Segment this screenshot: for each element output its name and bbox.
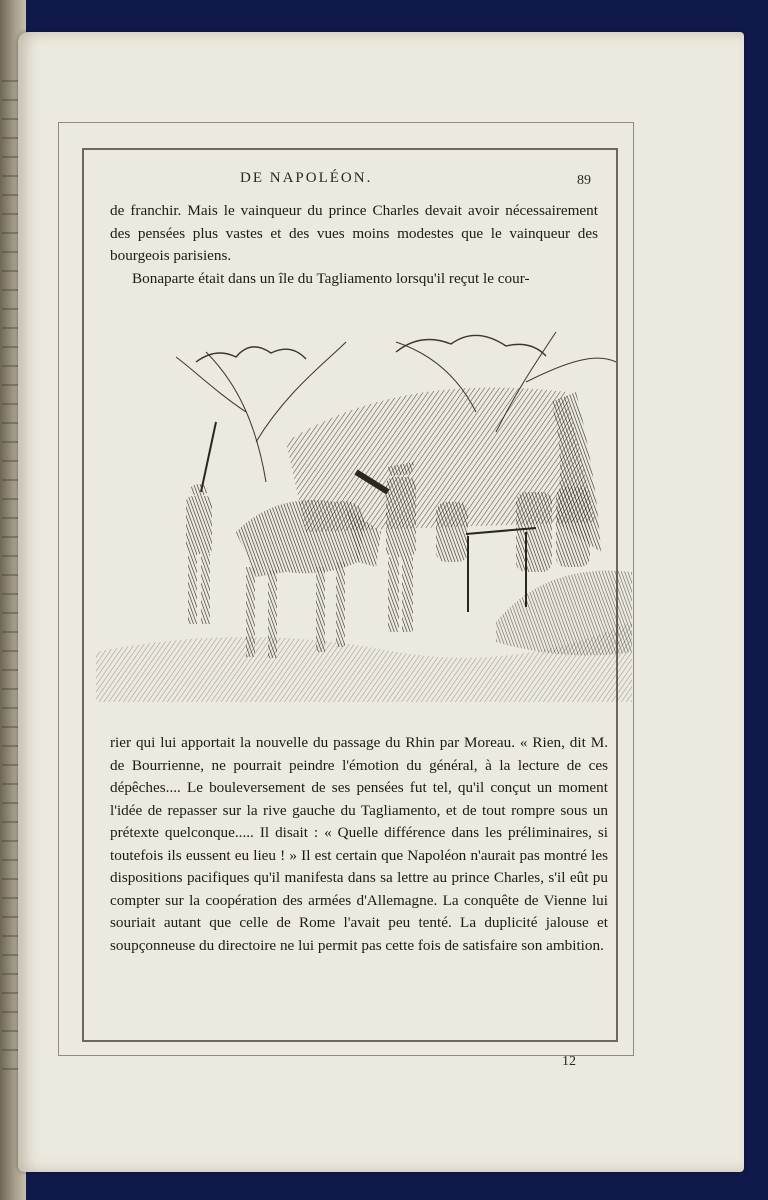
horse bbox=[236, 500, 381, 658]
paragraph-2: Bonaparte était dans un île du Tagliamento lorsqu'il reçut le cour- bbox=[132, 269, 530, 287]
engraving-illustration bbox=[96, 322, 632, 702]
paragraph-1: de franchir. Mais le vainqueur du prince Charles devait avoir nécessairement des pensées plus vastes et des vues moins modestes que le vainqueur des bourgeois parisiens. bbox=[110, 202, 598, 264]
running-title: DE NAPOLÉON. bbox=[240, 170, 373, 186]
rock-mound bbox=[496, 571, 632, 656]
paragraph-3: rier qui lui apportait la nouvelle du passage du Rhin par Moreau. « Rien, dit M. de Bourrienne, ne pourrait peindre l'émotion du général, à la lecture de ces dépêches.... Le bouleversement de ses pensées fut tel, qu'il conçut un moment l'idée de repasser sur la rive gauche du Tagliamento, et de tout rompre sous un prétexte quelconque..... Il disait : « Quelle différence dans les préliminaires, si toutefois ils eussent eu lieu ! » Il est certain que Napoléon n'aurait pas montré les dispositions pacifiques qu'il manifesta dans sa lettre au prince Charles, s'il eût pu compter sur la coopération des armées d'Allemagne. La conquête de Vienne lui souriait autant que celle de Rome l'avait peu tenté. La duplicité jalouse et soupçonneuse du directoire ne lui permit pas cette fois de satisfaire son ambition. bbox=[110, 734, 608, 954]
paragraph-top bbox=[110, 200, 598, 290]
soldier-with-rifle bbox=[186, 422, 216, 624]
signature-mark: 12 bbox=[562, 1054, 576, 1069]
page-number: 89 bbox=[577, 173, 591, 188]
